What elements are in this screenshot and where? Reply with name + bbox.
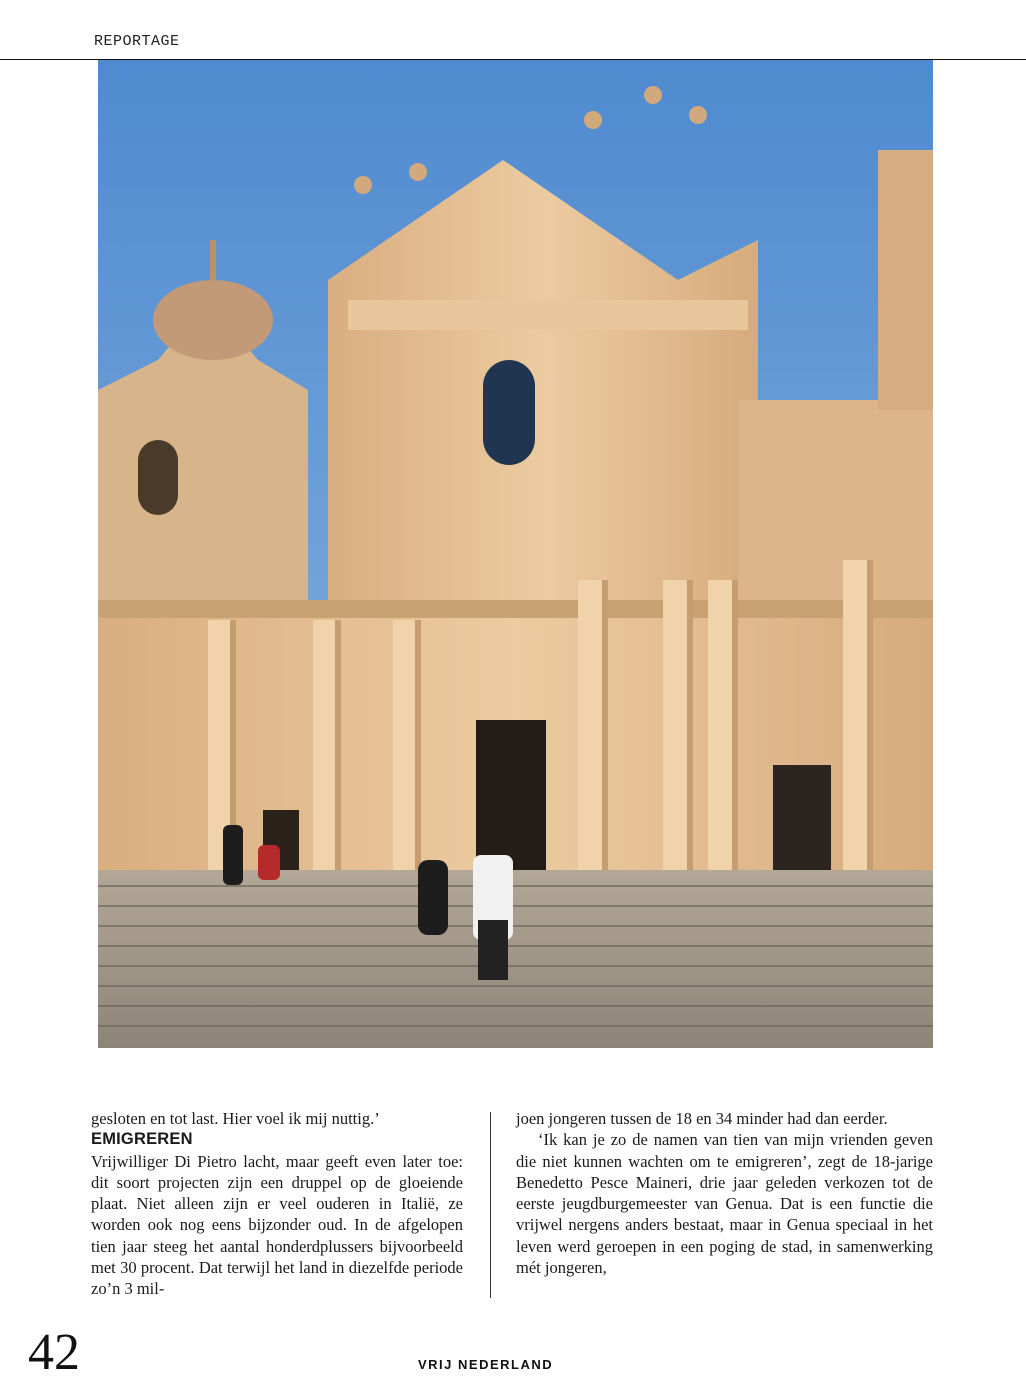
page-number: 42	[28, 1324, 80, 1381]
column-divider	[490, 1112, 491, 1298]
section-label: REPORTAGE	[94, 33, 180, 50]
cathedral-photo	[98, 60, 933, 1048]
article-column-right	[516, 1108, 933, 1278]
subheading: EMIGREREN	[91, 1130, 193, 1149]
masthead: VRIJ NEDERLAND	[418, 1357, 554, 1372]
article-column-left	[91, 1108, 463, 1300]
paragraph-body: ‘Ik kan je zo de namen van tien van mijn vrienden geven die niet kunnen wachten om te emigreren’, zegt de 18-jarige Benedetto Pesce Maineri, drie jaar geleden verkozen tot de eerste jeugdburgemeester van Genua. Dat is een functie die vrijwel nergens anders bestaat, maar in Genua speciaal in het leven werd geroepen in een poging de stad, in samenwerking mét jongeren,	[516, 1130, 933, 1278]
paragraph-continuation: joen jongeren tussen de 18 en 34 minder had dan eerder.	[516, 1109, 888, 1128]
paragraph-body: Vrijwilliger Di Pietro lacht, maar geeft even later toe: dit soort projecten zijn een druppel op de gloeiende plaat. Niet alleen zijn er veel ouderen in Italië, ze worden ook nog eens bijzonder oud. In de afgelopen tien jaar steeg het aantal honderdplussers bijvoorbeeld met 30 procent. Dat terwijl het land in diezelfde periode zo’n 3 mil-	[91, 1151, 463, 1299]
paragraph-opening: gesloten en tot last. Hier voel ik mij nuttig.’	[91, 1109, 380, 1128]
